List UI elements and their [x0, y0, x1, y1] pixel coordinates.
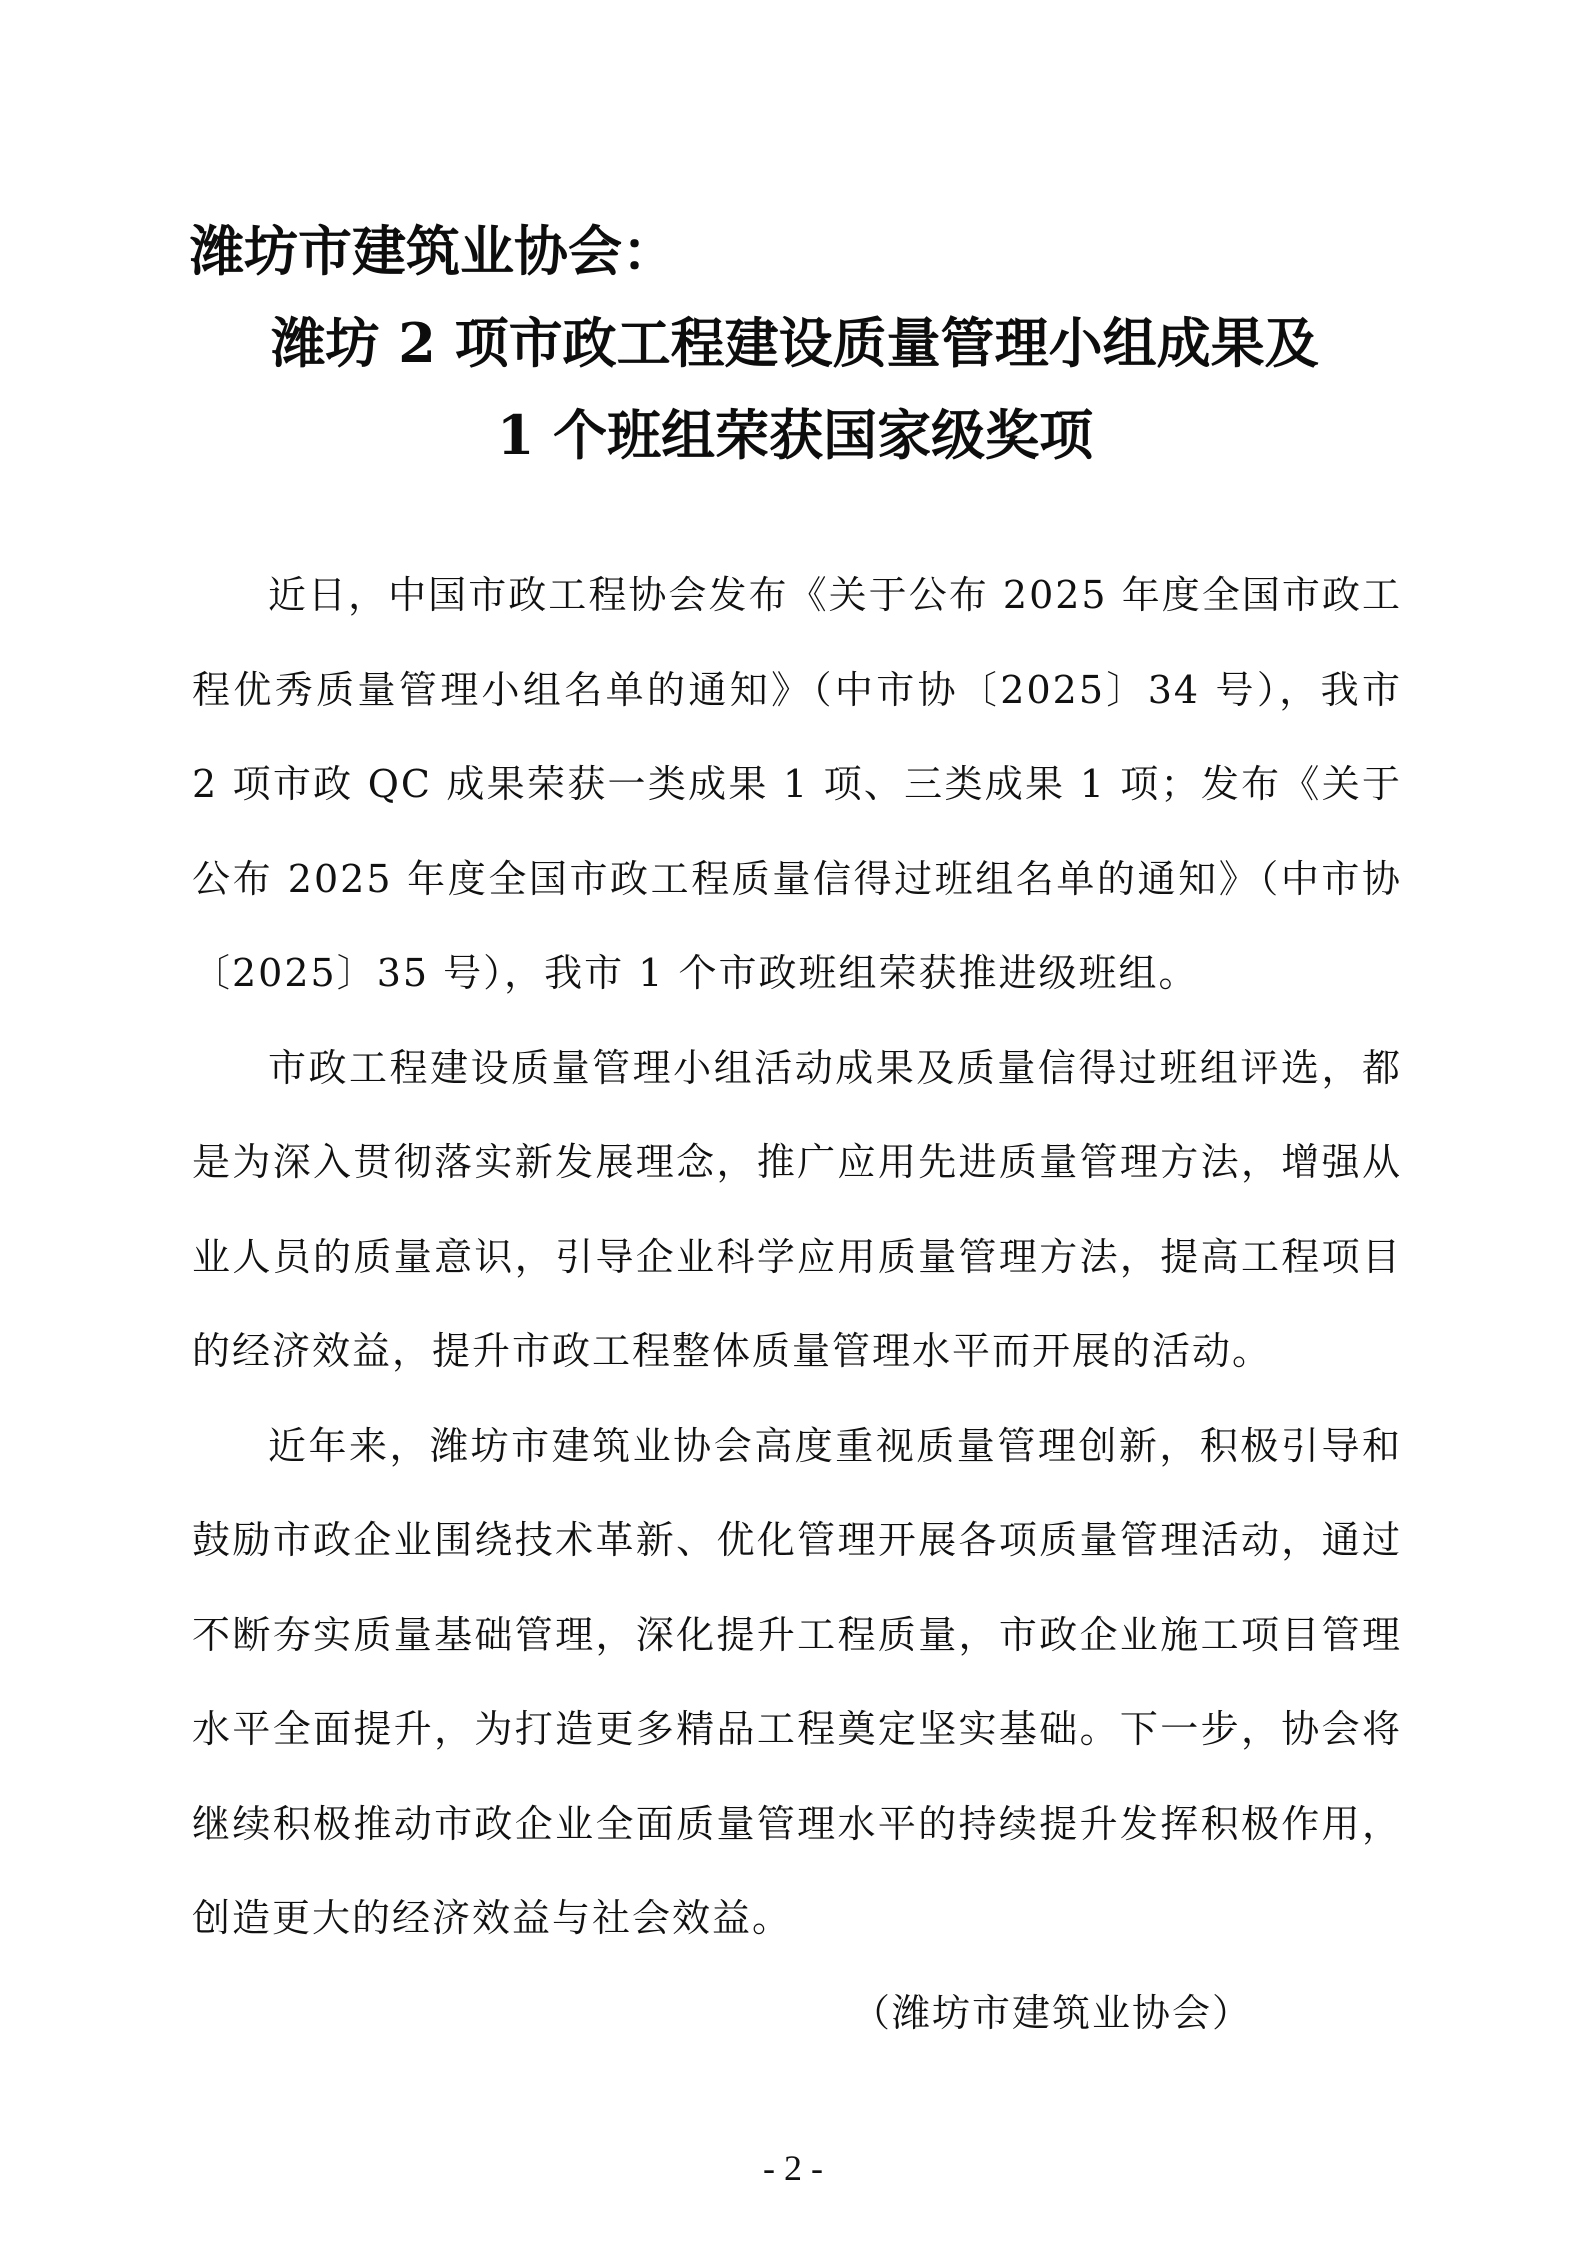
- paragraph-outlook: 近年来，潍坊市建筑业协会高度重视质量管理创新，积极引导和鼓励市政企业围绕技术革新、优化管理开展各项质量管理活动，通过不断夯实质量基础管理，深化提升工程质量，市政企业施工项目管理水平全面提升，为打造更多精品工程奠定坚实基础。下一步，协会将继续积极推动市政企业全面质量管理水平的持续提升发挥积极作用，创造更大的经济效益与社会效益。: [192, 1423, 1402, 1940]
- document-title: [190, 205, 1400, 481]
- page-number: - 2 -: [763, 2148, 823, 2188]
- signature: （潍坊市建筑业协会）: [851, 1990, 1252, 2035]
- title-line-subheadline: 1 个班组荣获国家级奖项: [496, 403, 1094, 467]
- title-line-organization: 潍坊市建筑业协会：: [190, 219, 676, 283]
- paragraph-purpose: 市政工程建设质量管理小组活动成果及质量信得过班组评选，都是为深入贯彻落实新发展理念，推广应用先进质量管理方法，增强从业人员的质量意识，引导企业科学应用质量管理方法，提高工程项目的经济效益，提升市政工程整体质量管理水平而开展的活动。: [192, 1045, 1402, 1373]
- paragraph-announcement: 近日，中国市政工程协会发布《关于公布 2025 年度全国市政工程优秀质量管理小组名单的通知》（中市协〔2025〕34 号），我市 2 项市政 QC 成果荣获一类成果 1 项、三类成果 1 项；发布《关于公布 2025 年度全国市政工程质量信得过班组名单的通知》（中市协〔2025〕35 号），我市 1 个市政班组荣获推进级班组。: [192, 573, 1402, 995]
- title-line-headline: 潍坊 2 项市政工程建设质量管理小组成果及: [271, 311, 1319, 375]
- document-body: [192, 548, 1402, 2060]
